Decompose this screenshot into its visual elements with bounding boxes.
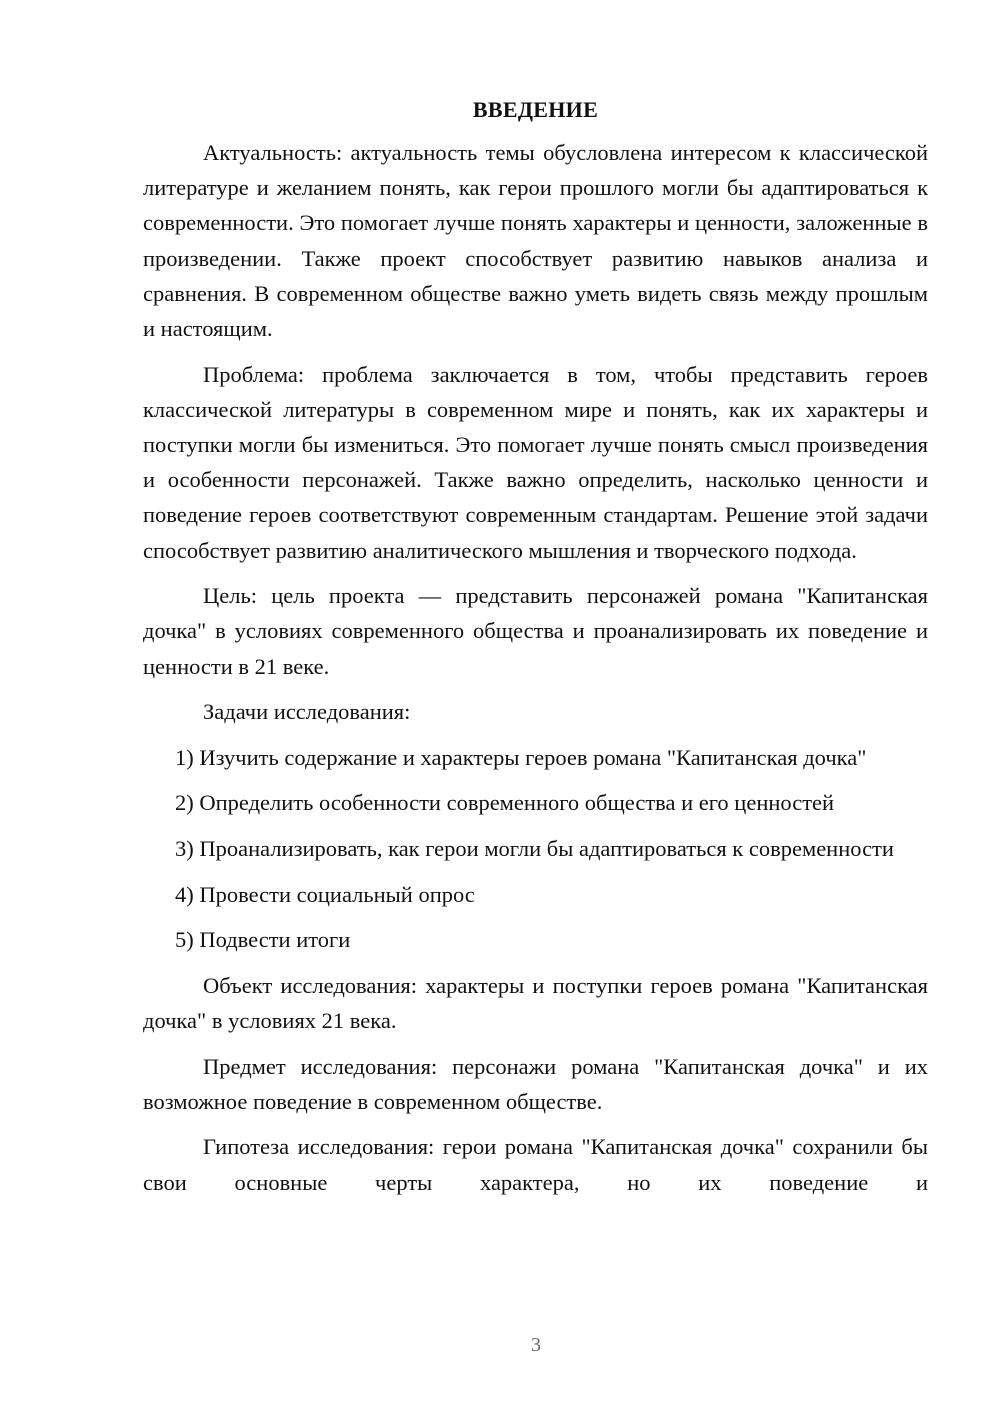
task-item-5: 5) Подвести итоги bbox=[175, 927, 351, 953]
task-item-3: 3) Проанализировать, как герои могли бы адаптироваться к современности bbox=[175, 836, 894, 861]
page-title: ВВЕДЕНИЕ bbox=[472, 97, 599, 122]
paragraph-relevance: Актуальность: актуальность темы обусловлена интересом к классической литературе и желанием понять, как герои прошлого могли бы адаптироваться к современности. Это помогает лучше понять характеры и ценности, заложенные в произведении. Также проект способствует развитию навыков анализа и сравнения. В современном обществе важно уметь видеть связь между прошлым и настоящим. bbox=[143, 140, 928, 342]
task-item-2: 2) Определить особенности современного общества и его ценностей bbox=[175, 790, 835, 816]
paragraph-goal: Цель: цель проекта — представить персонажей романа "Капитанская дочка" в условиях современного общества и проанализировать их поведение и ценности в 21 веке. bbox=[143, 583, 928, 679]
page-number: 3 bbox=[531, 1334, 541, 1356]
document-page bbox=[143, 94, 928, 1210]
paragraph-hypothesis: Гипотеза исследования: герои романа "Капитанская дочка" сохранили бы свои основные черты характера, но их поведение и bbox=[143, 1134, 928, 1195]
paragraph-object: Объект исследования: характеры и поступки героев романа "Капитанская дочка" в условиях 21 века. bbox=[143, 972, 928, 1033]
paragraph-problem: Проблема: проблема заключается в том, чтобы представить героев классической литературы в современном мире и понять, как их характеры и поступки могли бы измениться. Это помогает лучше понять смысл произведения и особенности персонажей. Также важно определить, насколько ценности и поведение героев соответствуют современным стандартам. Решение этой задачи способствует развитию аналитического мышления и творческого подхода. bbox=[143, 361, 928, 563]
task-item-4: 4) Провести социальный опрос bbox=[175, 881, 475, 907]
task-item-1: 1) Изучить содержание и характеры героев романа "Капитанская дочка" bbox=[175, 744, 867, 770]
paragraph-subject: Предмет исследования: персонажи романа "Капитанская дочка" и их возможное поведение в современном обществе. bbox=[143, 1053, 928, 1114]
tasks-heading: Задачи исследования: bbox=[203, 699, 411, 725]
